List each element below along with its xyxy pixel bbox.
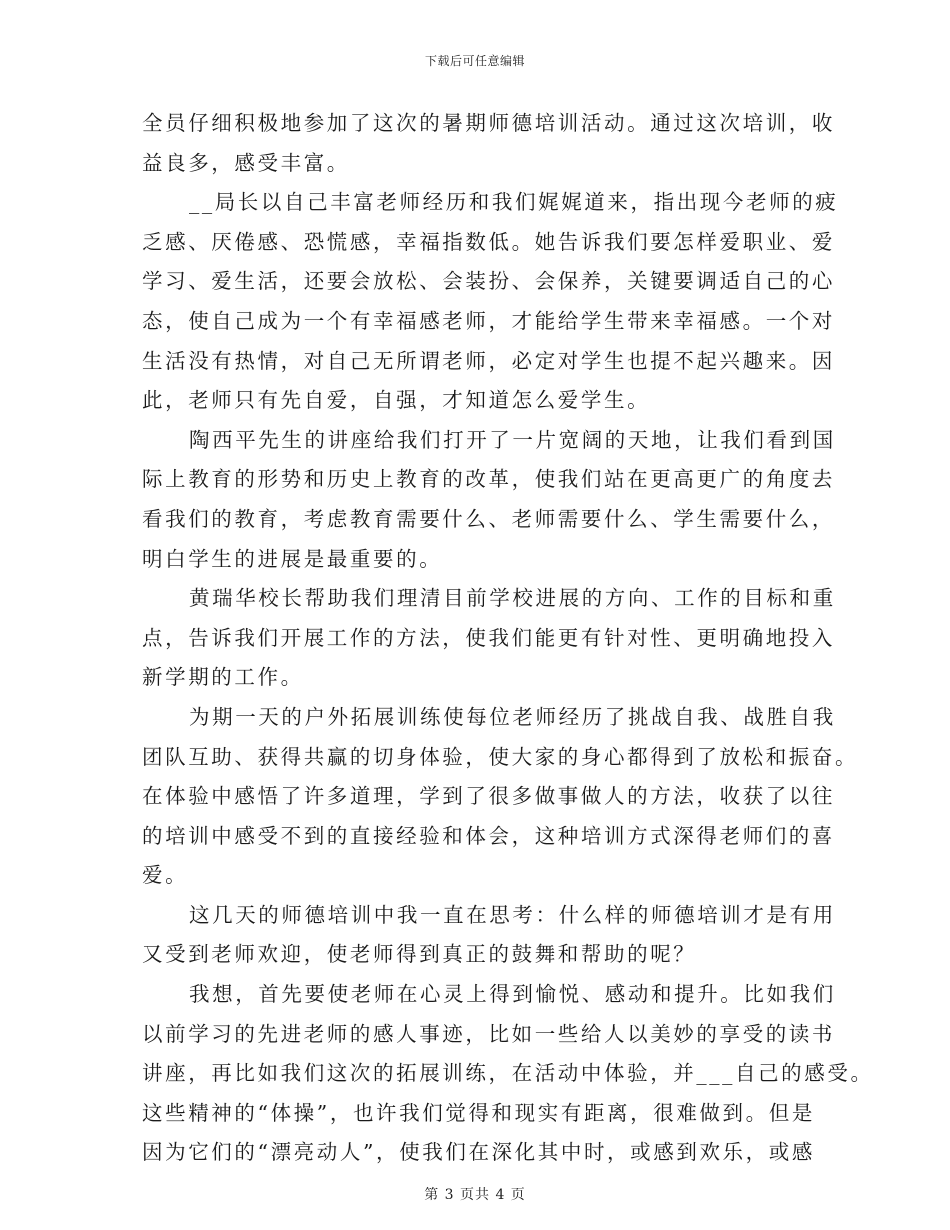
page-footer: 第 3 页共 4 页 [424, 1187, 526, 1203]
text-line: 的培训中感受不到的直接经验和体会，这种培训方式深得老师们的喜 [142, 823, 835, 848]
text-line: 此，老师只有先自爱，自强，才知道怎么爱学生。 [142, 388, 651, 413]
text-line: 黄瑞华校长帮助我们理清目前学校进展的方向、工作的目标和重 [189, 586, 836, 611]
text-line: 际上教育的形势和历史上教育的改革，使我们站在更高更广的角度去 [142, 467, 835, 492]
text-line: 点，告诉我们开展工作的方法，使我们能更有针对性、更明确地投入 [142, 625, 835, 650]
text-line: 讲座，再比如我们这次的拓展训练，在活动中体验，并___自己的感受。 [142, 1061, 874, 1086]
text-line: 又受到老师欢迎，使老师得到真正的鼓舞和帮助的呢？ [142, 942, 697, 967]
text-line: 以前学习的先进老师的感人事迹，比如一些给人以美妙的享受的读书 [142, 1021, 835, 1046]
text-line: 明白学生的进展是最重要的。 [142, 546, 443, 571]
page-header: 下载后可任意编辑 [424, 54, 525, 68]
text-line: __局长以自己丰富老师经历和我们娓娓道来，指出现今老师的疲 [189, 190, 839, 215]
body-text [142, 104, 874, 1173]
text-line: 在体验中感悟了许多道理，学到了很多做事做人的方法，收获了以往 [142, 784, 835, 809]
text-line: 新学期的工作。 [142, 665, 304, 690]
text-line: 学习、爱生活，还要会放松、会装扮、会保养，关键要调适自己的心 [142, 269, 835, 294]
text-line: 为期一天的户外拓展训练使每位老师经历了挑战自我、战胜自我 [189, 704, 836, 729]
text-line: 我想，首先要使老师在心灵上得到愉悦、感动和提升。比如我们 [189, 982, 836, 1007]
text-line: 因为它们的“漂亮动人”，使我们在深化其中时，或感到欢乐，或感 [142, 1140, 815, 1165]
text-line: 爱。 [142, 863, 189, 888]
text-line: 看我们的教育，考虑教育需要什么、老师需要什么、学生需要什么， [142, 506, 835, 531]
text-line: 益良多，感受丰富。 [142, 150, 350, 175]
text-line: 生活没有热情，对自己无所谓老师，必定对学生也提不起兴趣来。因 [142, 348, 835, 373]
text-line: 团队互助、获得共赢的切身体验，使大家的身心都得到了放松和振奋。 [142, 744, 859, 769]
text-line: 陶西平先生的讲座给我们打开了一片宽阔的天地，让我们看到国 [189, 427, 836, 452]
text-line: 这几天的师德培训中我一直在思考：什么样的师德培训才是有用 [189, 902, 836, 927]
text-line: 态，使自己成为一个有幸福感老师，才能给学生带来幸福感。一个对 [142, 308, 835, 333]
text-line: 乏感、厌倦感、恐慌感，幸福指数低。她告诉我们要怎样爱职业、爱 [142, 229, 835, 254]
text-line: 全员仔细积极地参加了这次的暑期师德培训活动。通过这次培训，收 [142, 111, 835, 135]
text-line: 这些精神的“体操”，也许我们觉得和现实有距离，很难做到。但是 [142, 1100, 815, 1125]
